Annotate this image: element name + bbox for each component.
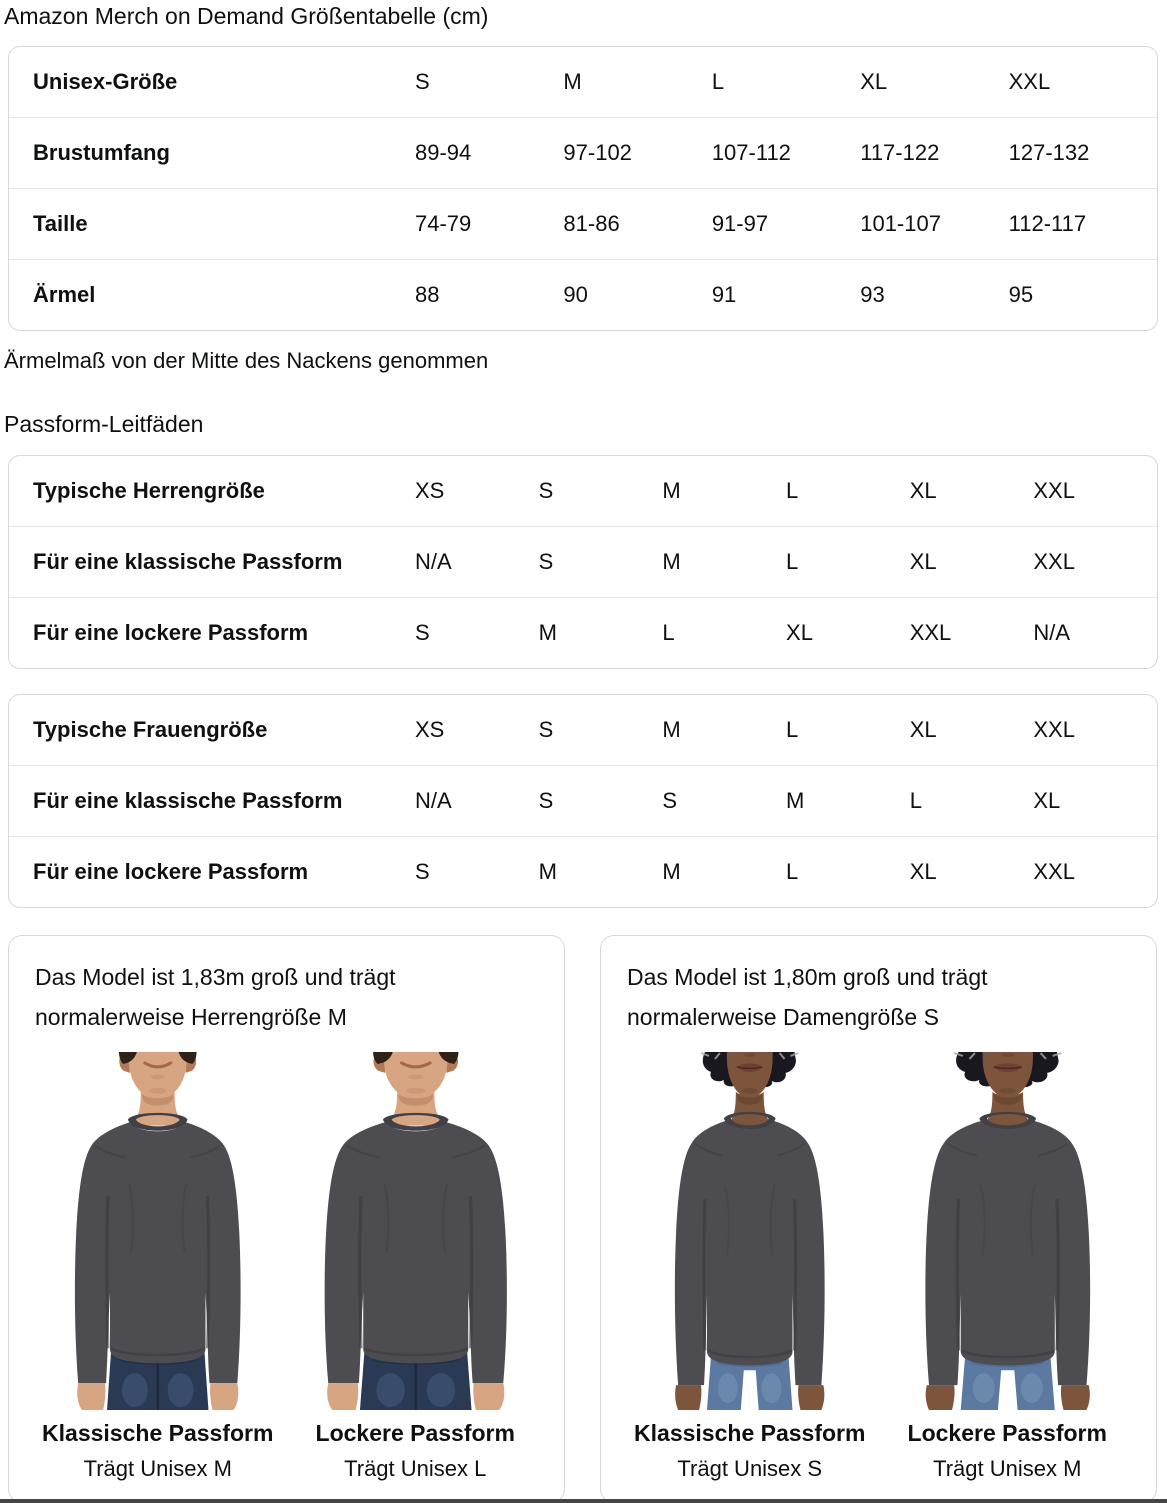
size-cell: N/A	[415, 549, 452, 574]
wears-label: Trägt Unisex S	[677, 1456, 823, 1481]
figures-row	[621, 1052, 1136, 1482]
table-row	[9, 188, 1157, 259]
size-cell: 89-94	[415, 140, 472, 165]
row-label: Für eine lockere Passform	[33, 620, 309, 645]
size-cell: M	[662, 859, 681, 884]
size-cell: M	[538, 859, 557, 884]
wears-label: Trägt Unisex M	[83, 1456, 232, 1481]
size-cell: XXL	[1033, 859, 1075, 884]
table-row	[9, 765, 1157, 836]
size-cell: XS	[415, 717, 445, 742]
row-label: Brustumfang	[33, 140, 170, 165]
size-cell: 95	[1008, 282, 1034, 307]
figure-loose-fit	[879, 1052, 1137, 1482]
size-cell: 88	[415, 282, 440, 307]
size-cell: XL	[909, 859, 937, 884]
size-cell: 91	[711, 282, 737, 307]
model-description: Das Model ist 1,80m groß und trägt normalerweise Damengröße S	[627, 964, 988, 1030]
size-cell: XL	[909, 717, 937, 742]
size-chart-page	[0, 3, 1167, 1503]
womens-fit-table	[8, 694, 1158, 908]
figure-classic-fit	[621, 1052, 879, 1482]
size-cell: XL	[786, 620, 813, 645]
size-cell: 112-117	[1008, 211, 1087, 236]
row-label: Für eine klassische Passform	[33, 549, 343, 574]
unisex-size-table	[8, 46, 1158, 331]
size-cell: L	[786, 717, 799, 742]
size-cell: 90	[563, 282, 588, 307]
size-cell: 91-97	[711, 211, 769, 236]
size-cell: S	[415, 69, 430, 94]
size-cell: N/A	[415, 788, 452, 813]
size-cell: XXL	[909, 620, 952, 645]
size-cell: M	[662, 717, 681, 742]
fit-label: Lockere Passform	[315, 1420, 515, 1446]
size-cell: XL	[860, 69, 888, 94]
row-label: Taille	[33, 211, 88, 236]
model-card-women	[600, 935, 1157, 1503]
model-photo-women-loose	[879, 1052, 1137, 1410]
table-row	[9, 47, 1157, 117]
mens-fit-table	[8, 455, 1158, 669]
model-cards	[8, 935, 1167, 1503]
size-cell: XL	[909, 549, 937, 574]
size-cell: XXL	[1033, 478, 1075, 503]
size-cell: XXL	[1033, 549, 1075, 574]
row-label: Für eine lockere Passform	[33, 859, 309, 884]
wears-label: Trägt Unisex M	[933, 1456, 1082, 1481]
size-cell: M	[662, 478, 681, 503]
size-cell: S	[538, 717, 554, 742]
fit-label: Klassische Passform	[42, 1420, 274, 1446]
size-cell: N/A	[1033, 620, 1071, 645]
size-cell: S	[538, 478, 554, 503]
size-cell: M	[662, 549, 681, 574]
size-cell: XXL	[1008, 69, 1051, 94]
size-cell: S	[662, 788, 678, 813]
size-cell: 93	[860, 282, 885, 307]
figure-loose-fit	[287, 1052, 545, 1482]
row-label: Ärmel	[33, 282, 96, 307]
size-cell: 107-112	[711, 140, 791, 165]
size-cell: 101-107	[860, 211, 941, 236]
size-cell: S	[538, 549, 554, 574]
size-cell: XXL	[1033, 717, 1075, 742]
size-cell: L	[662, 620, 675, 645]
table-row	[9, 695, 1157, 765]
row-label: Unisex-Größe	[33, 69, 178, 94]
fit-label: Lockere Passform	[907, 1420, 1107, 1446]
figure-classic-fit	[29, 1052, 287, 1482]
sleeve-measure-note: Ärmelmaß von der Mitte des Nackens genommen	[4, 348, 489, 373]
row-label: Für eine klassische Passform	[33, 788, 343, 813]
table-row	[9, 836, 1157, 907]
model-photo-men-classic	[29, 1052, 287, 1410]
table-row	[9, 597, 1157, 668]
size-cell: 127-132	[1008, 140, 1090, 165]
size-cell: L	[786, 859, 799, 884]
row-label: Typische Frauengröße	[33, 717, 268, 742]
size-cell: L	[786, 549, 799, 574]
size-cell: L	[786, 478, 799, 503]
size-cell: XS	[415, 478, 445, 503]
size-cell: S	[415, 620, 430, 645]
table-row	[9, 456, 1157, 526]
table-row	[9, 259, 1157, 330]
table-row	[9, 526, 1157, 597]
size-cell: S	[538, 788, 554, 813]
size-cell: S	[415, 859, 430, 884]
model-description: Das Model ist 1,83m groß und trägt normalerweise Herrengröße M	[35, 964, 396, 1030]
fit-label: Klassische Passform	[634, 1420, 866, 1446]
size-cell: XL	[909, 478, 937, 503]
size-cell: L	[909, 788, 922, 813]
size-cell: 74-79	[415, 211, 472, 236]
figures-row	[29, 1052, 544, 1482]
size-cell: L	[711, 69, 725, 94]
model-card-men	[8, 935, 565, 1503]
table-row	[9, 117, 1157, 188]
size-cell: 81-86	[563, 211, 620, 236]
page-title: Amazon Merch on Demand Größentabelle (cm)	[4, 3, 489, 29]
model-photo-women-classic	[621, 1052, 879, 1410]
size-cell: 97-102	[563, 140, 632, 165]
row-label: Typische Herrengröße	[33, 478, 265, 503]
size-cell: M	[563, 69, 582, 94]
wears-label: Trägt Unisex L	[344, 1456, 487, 1481]
model-photo-men-loose	[287, 1052, 545, 1410]
size-cell: M	[538, 620, 557, 645]
size-cell: XL	[1033, 788, 1061, 813]
fit-guides-heading: Passform-Leitfäden	[4, 411, 204, 437]
size-cell: 117-122	[860, 140, 940, 165]
size-cell: M	[786, 788, 805, 813]
